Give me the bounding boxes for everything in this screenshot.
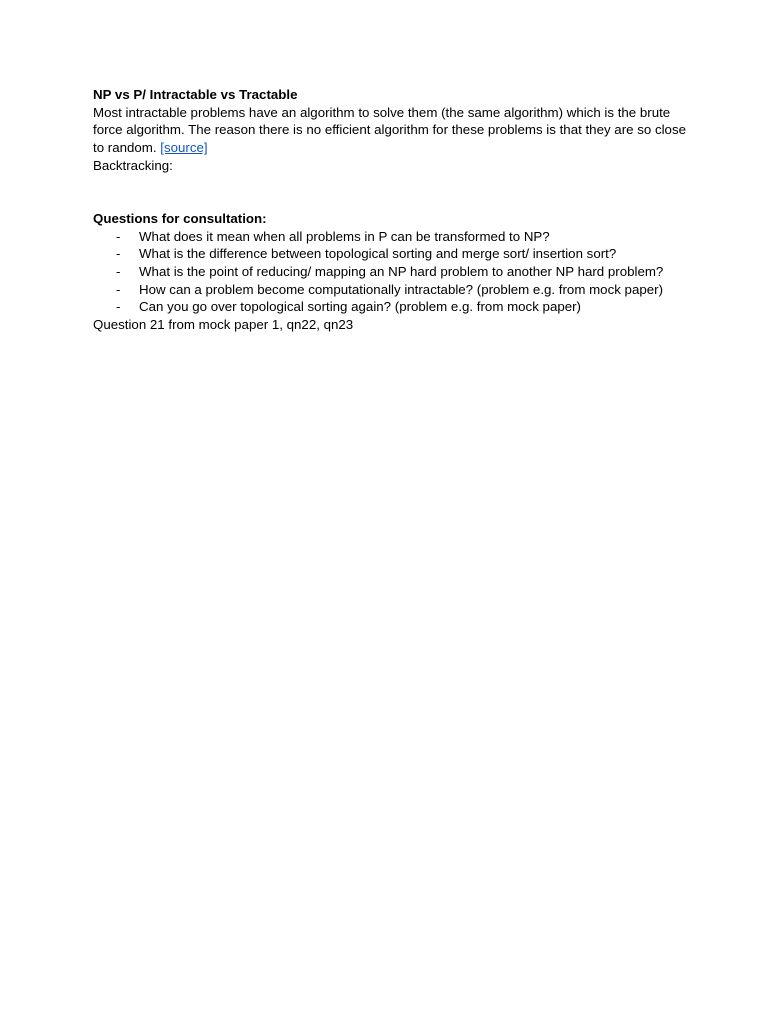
list-item: [93, 245, 693, 263]
questions-list: [93, 228, 693, 317]
list-item: [93, 228, 693, 246]
bullet-dash: -: [116, 281, 121, 297]
intro-paragraph: [93, 104, 693, 157]
bullet-dash: -: [116, 264, 121, 280]
list-item: [93, 263, 693, 281]
bullet-dash: -: [116, 228, 121, 244]
mock-paper-reference: Question 21 from mock paper 1, qn22, qn23: [93, 317, 354, 333]
bullet-dash: -: [116, 299, 121, 315]
question-text: What is the point of reducing/ mapping an NP hard problem to another NP hard problem?: [139, 264, 664, 280]
question-text: What is the difference between topological sorting and merge sort/ insertion sort?: [139, 246, 617, 262]
source-link[interactable]: [source]: [160, 140, 208, 156]
list-item: [93, 298, 693, 316]
questions-heading: Questions for consultation:: [93, 210, 267, 226]
bullet-dash: -: [116, 246, 121, 262]
intro-text: Most intractable problems have an algorithm to solve them (the same algorithm) which is the brute force algorithm. The reason there is no efficient algorithm for these problems is that they are so close to random.: [93, 104, 686, 156]
document-title: NP vs P/ Intractable vs Tractable: [93, 87, 298, 102]
backtracking-label: Backtracking:: [93, 157, 173, 173]
question-text: What does it mean when all problems in P can be transformed to NP?: [139, 228, 550, 244]
blank-space: [93, 175, 693, 210]
list-item: [93, 281, 693, 299]
question-text: Can you go over topological sorting again? (problem e.g. from mock paper): [139, 299, 581, 315]
document-content: [93, 86, 693, 334]
question-text: How can a problem become computationally intractable? (problem e.g. from mock paper): [139, 281, 663, 297]
